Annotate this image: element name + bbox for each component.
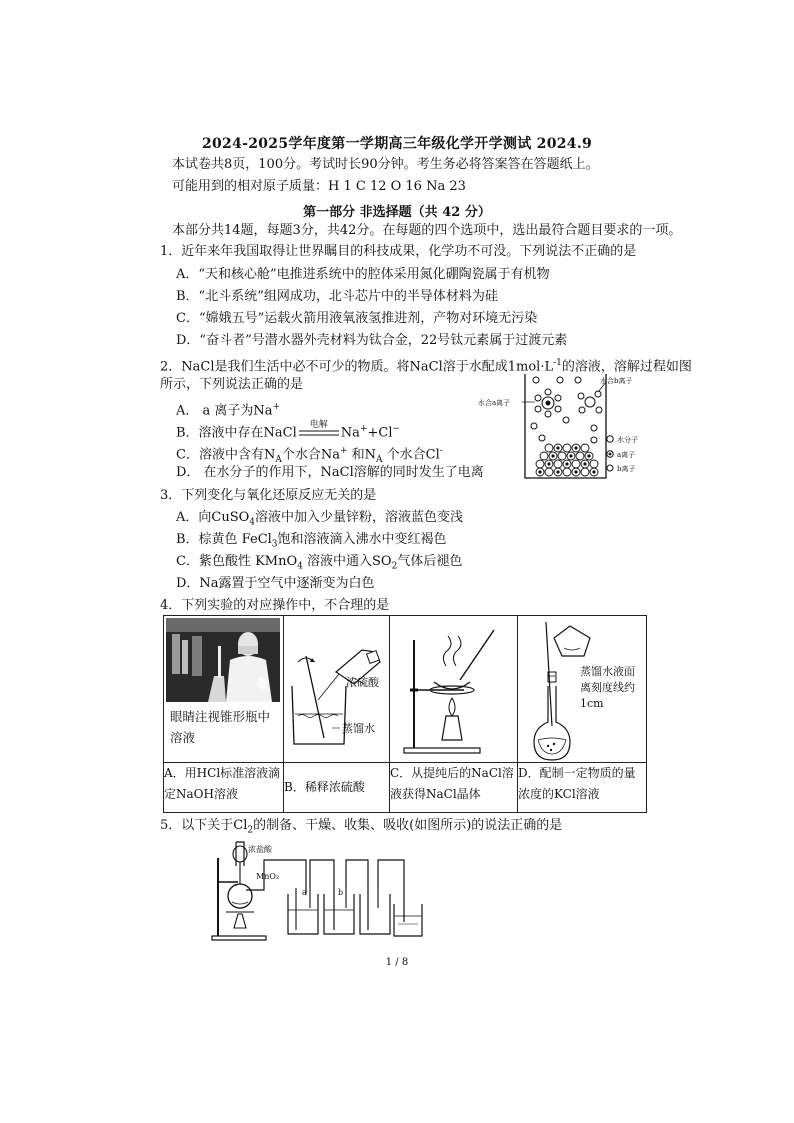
- label-distilled-water-b: 蒸馏水: [342, 722, 375, 735]
- label-mno2: MnO₂: [256, 872, 280, 881]
- q3-b-sub: 3: [271, 539, 278, 550]
- q2-a-text: A． a 离子为Na: [176, 403, 273, 419]
- q4-experiment-table: [163, 615, 647, 813]
- legend-a-ion: a离子: [617, 451, 636, 459]
- beaker-ions-diagram: [478, 368, 678, 483]
- q2-c-sub1: A: [275, 454, 282, 465]
- q3-option-d: D．Na露置于空气中逐渐变为白色: [176, 576, 375, 591]
- label-volumetric-note: 蒸馏水液面离刻度线约1cm: [580, 665, 635, 710]
- q2-option-b: [176, 420, 400, 442]
- label-bottle-a: a: [302, 888, 307, 897]
- q2-b-sup1: +: [359, 424, 368, 434]
- q4-cell-a-figure: [164, 616, 284, 763]
- legend-water: 水分子: [617, 436, 638, 444]
- q4-stem: 4．下列实验的对应操作中，不合理的是: [160, 598, 390, 613]
- q3-c-post: 气体后褪色: [397, 554, 463, 569]
- q4-option-a: A．用HCl标准溶液滴定NaOH溶液: [164, 763, 284, 813]
- dilution-figure-wrap: [284, 616, 390, 762]
- label-hydrated-b: 水合b离子: [600, 377, 633, 385]
- volumetric-figure-wrap: [518, 616, 647, 762]
- q2-b-mid: +Cl: [367, 425, 393, 441]
- electrolysis-arrow: [297, 419, 341, 437]
- q1-option-d: D．“奋斗者”号潜水器外壳材料为钛合金，22号钛元素属于过渡元素: [176, 333, 568, 348]
- q4-cell-d-figure: [518, 616, 647, 763]
- cl2-apparatus-figure: [208, 838, 424, 944]
- q5-stem-sub: 2: [247, 825, 254, 836]
- q3-c-sub1: 4: [297, 561, 303, 572]
- q2-b-pre: B．溶液中存在NaCl: [176, 425, 297, 441]
- q4-figure-row: [164, 616, 647, 763]
- q4-cell-b-figure: [284, 616, 390, 763]
- legend-b-ion: b离子: [617, 465, 636, 473]
- arrow-label: 电解: [309, 419, 328, 430]
- q4-option-c: C．从提纯后的NaCl溶液获得NaCl晶体: [390, 763, 518, 813]
- evaporation-apparatus-diagram: [390, 616, 518, 762]
- q2-c-sub2: A: [376, 454, 383, 465]
- q1-option-c: C．“嫦娥五号”运载火箭用液氧液氢推进剂，产物对环境无污染: [176, 311, 538, 326]
- q2-c-mid1: 个水合Na: [281, 447, 340, 463]
- q5-stem-post: 的制备、干燥、收集、吸收(如图所示)的说法正确的是: [253, 818, 563, 833]
- q4-option-d: D．配制一定物质的量浓度的KCl溶液: [518, 763, 647, 813]
- q4-caption-row: [164, 763, 647, 813]
- q2-option-a: [176, 398, 280, 420]
- q3-stem: 3．下列变化与氧化还原反应无关的是: [160, 488, 377, 503]
- q2-c-sup2: -: [439, 446, 443, 456]
- q4-option-b: B．稀释浓硫酸: [284, 763, 390, 813]
- q5-stem: [160, 817, 562, 840]
- label-conc-hcl: 浓盐酸: [248, 845, 272, 854]
- q3-b-post: 饱和溶液滴入沸水中变红褐色: [277, 532, 447, 547]
- q3-option-b: [176, 531, 447, 554]
- page-number: 1 / 8: [385, 957, 409, 968]
- q2-a-sup: +: [272, 402, 281, 412]
- label-hydrated-a: 水合a离子: [478, 399, 511, 407]
- q3-c-sub2: 2: [391, 561, 398, 572]
- q4-cell-a-caption: 眼睛注视锥形瓶中溶液: [170, 709, 271, 745]
- atomic-mass-line: 可能用到的相对原子质量：H 1 C 12 O 16 Na 23: [172, 179, 466, 194]
- q3-c-mid: 溶液中通入SO: [302, 554, 392, 569]
- q3-a-post: 溶液中加入少量锌粉，溶液蓝色变浅: [255, 510, 464, 525]
- q2-b-post: Na: [340, 425, 360, 441]
- cl2-apparatus-diagram: [208, 838, 424, 944]
- label-bottle-b: b: [338, 888, 344, 897]
- q2-c-mid2: 和N: [347, 447, 377, 463]
- section-title: 第一部分 非选择题（共 42 分）: [303, 205, 491, 220]
- q2-stem-sup: -1: [553, 358, 562, 368]
- q4-cell-c-figure: [390, 616, 518, 763]
- q2-stem-end: 的溶液，溶解过程如图: [561, 359, 692, 375]
- nacl-dissolution-figure: [478, 368, 678, 483]
- q5-stem-pre: 5．以下关于Cl: [160, 818, 248, 833]
- q2-stem-text: 2．NaCl是我们生活中必不可少的物质。将NaCl溶于水配成1mol·L: [160, 359, 554, 375]
- q3-b-pre: B．棕黄色 FeCl: [176, 532, 272, 547]
- q2-b-sup2: −: [392, 424, 401, 434]
- exam-info-line: 本试卷共8页，100分。考试时长90分钟。考生务必将答案答在答题纸上。: [172, 157, 599, 172]
- q3-a-sub: 4: [249, 517, 256, 528]
- q1-option-b: B．“北斗系统”组网成功，北斗芯片中的半导体材料为硅: [176, 289, 498, 304]
- q2-stem-line2: 所示，下列说法正确的是: [160, 377, 304, 392]
- section-intro: 本部分共14题，每题3分，共42分。在每题的四个选项中，选出最符合题目要求的一项。: [172, 223, 682, 238]
- q1-option-a: A．“天和核心舱”电推进系统中的腔体采用氮化硼陶瓷属于有机物: [176, 267, 550, 282]
- titration-photo: [164, 616, 282, 704]
- q3-option-a: [176, 509, 463, 532]
- q3-option-c: [176, 553, 462, 576]
- q3-a-pre: A．向CuSO: [176, 510, 250, 525]
- exam-title: 2024-2025学年度第一学期高三年级化学开学测试 2024.9: [201, 136, 593, 152]
- q2-c-sup1: +: [339, 446, 348, 456]
- q2-c-mid3: 个水合Cl: [382, 447, 440, 463]
- label-conc-sulfuric: 浓硫酸: [346, 676, 379, 689]
- q1-stem: 1．近年来年我国取得让世界瞩目的科技成果，化学功不可没。下列说法不正确的是: [160, 244, 637, 259]
- q2-option-d: D． 在水分子的作用下，NaCl溶解的同时发生了电离: [176, 465, 484, 480]
- q3-c-pre: C．紫色酸性 KMnO: [176, 554, 298, 569]
- q2-c-pre: C．溶液中含有N: [176, 447, 276, 463]
